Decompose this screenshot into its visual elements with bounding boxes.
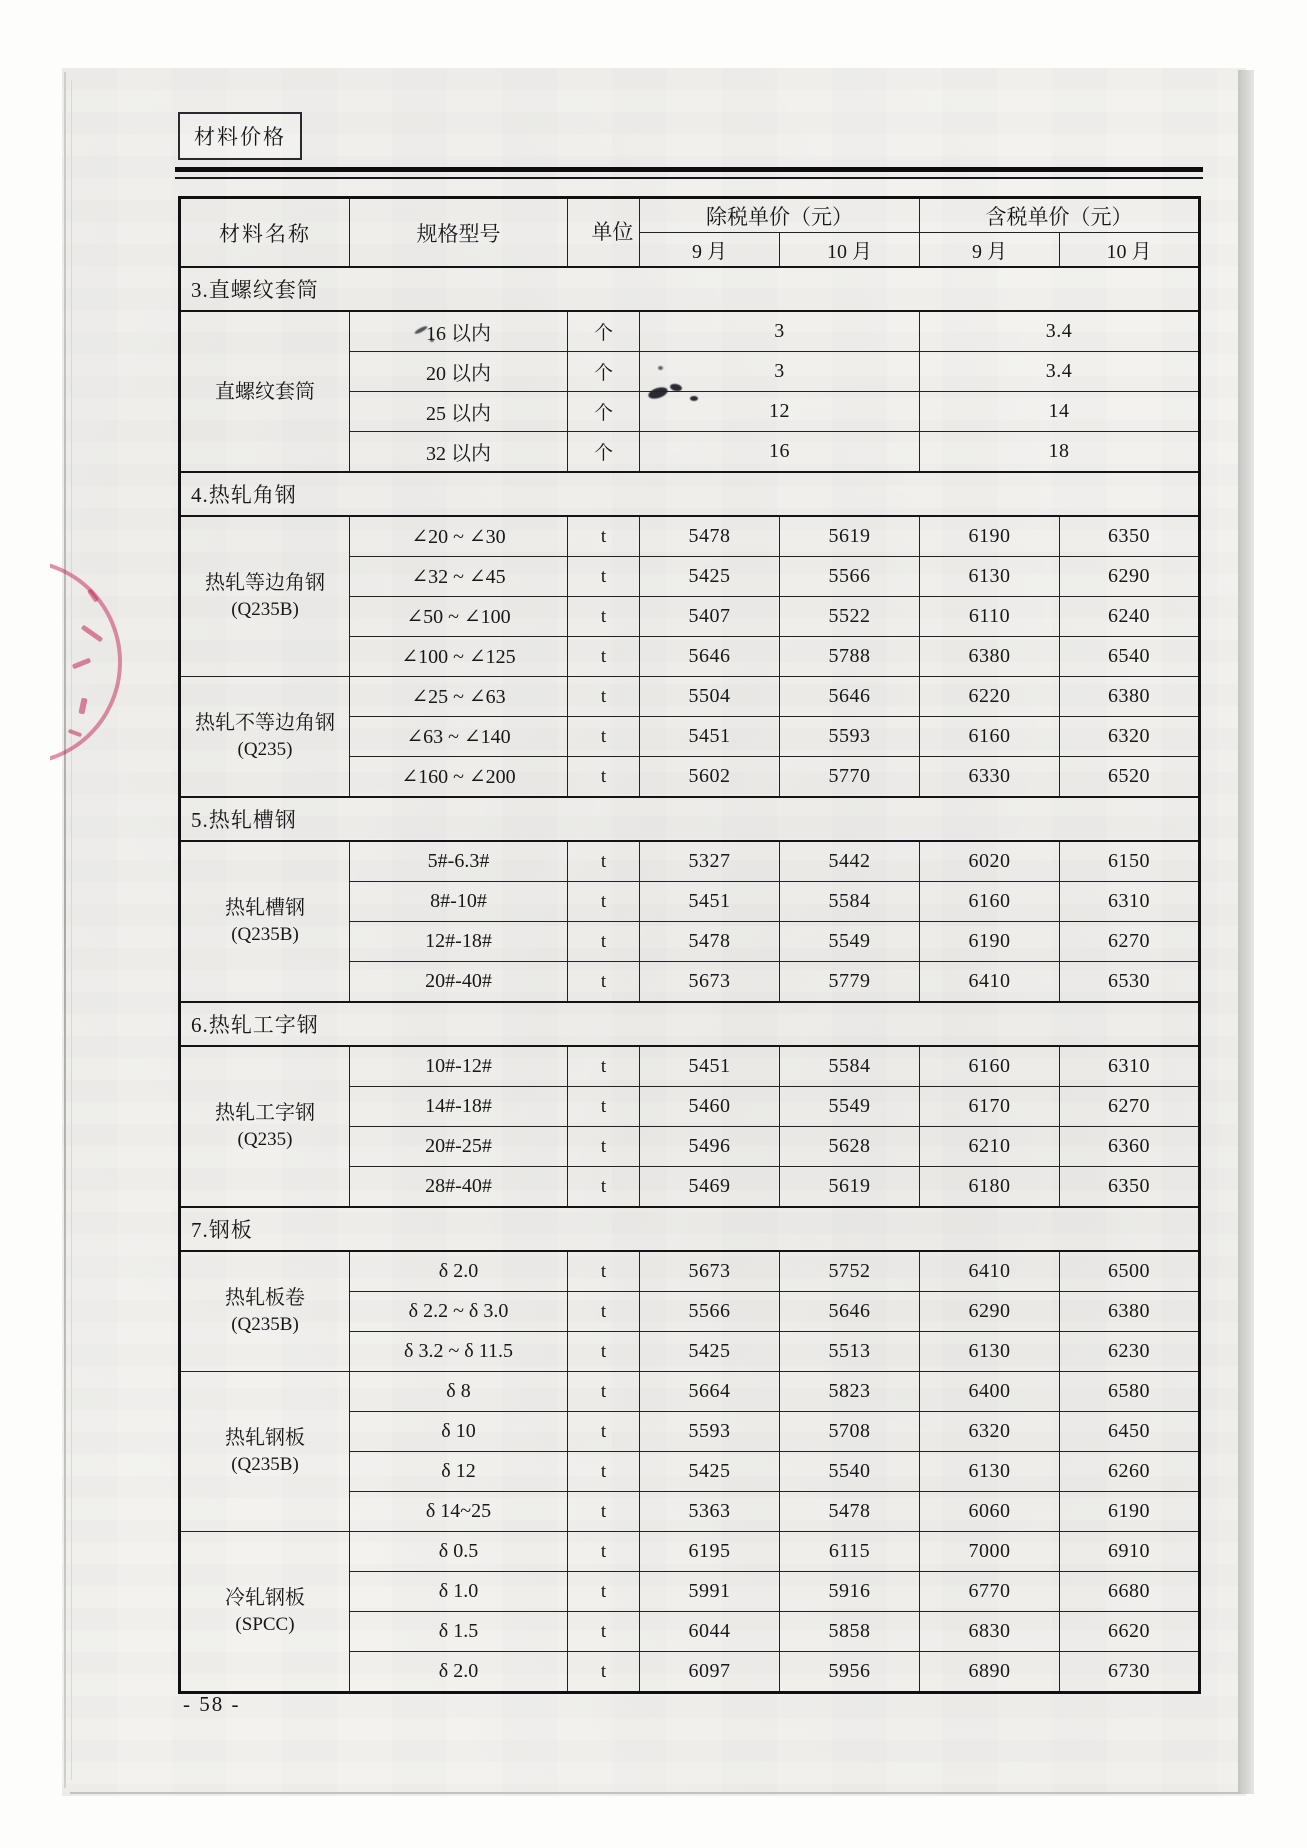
material-grade: (Q235B) bbox=[231, 1314, 299, 1336]
material-grade: (Q235B) bbox=[231, 599, 299, 621]
price-cell: 5469 bbox=[640, 1167, 780, 1208]
unit-cell: t bbox=[568, 717, 640, 757]
price-cell: 6230 bbox=[1060, 1332, 1200, 1372]
header-ex-oct: 10 月 bbox=[780, 233, 920, 268]
spec-cell: 25 以内 bbox=[350, 392, 568, 432]
spec-cell: δ 12 bbox=[350, 1452, 568, 1492]
price-cell: 6410 bbox=[920, 1251, 1060, 1292]
price-cell: 5460 bbox=[640, 1087, 780, 1127]
price-cell: 6530 bbox=[1060, 962, 1200, 1003]
material-grade: (Q235) bbox=[237, 1129, 293, 1151]
price-cell: 6160 bbox=[920, 717, 1060, 757]
unit-cell: t bbox=[568, 557, 640, 597]
price-cell: 5451 bbox=[640, 882, 780, 922]
price-cell: 5956 bbox=[780, 1652, 920, 1693]
spec-cell: ∠50 ~ ∠100 bbox=[350, 597, 568, 637]
price-cell: 6320 bbox=[1060, 717, 1200, 757]
price-cell: 6240 bbox=[1060, 597, 1200, 637]
price-cell: 5584 bbox=[780, 882, 920, 922]
price-cell: 6380 bbox=[1060, 1292, 1200, 1332]
price-cell: 6130 bbox=[920, 1452, 1060, 1492]
material-name: 热轧板卷 bbox=[225, 1287, 305, 1310]
price-cell: 6260 bbox=[1060, 1452, 1200, 1492]
material-name: 冷轧钢板 bbox=[225, 1587, 305, 1610]
spec-cell: 12#-18# bbox=[350, 922, 568, 962]
spec-cell: ∠32 ~ ∠45 bbox=[350, 557, 568, 597]
page-edge-left bbox=[64, 72, 66, 1788]
price-cell: 6190 bbox=[920, 516, 1060, 557]
material-grade: (Q235B) bbox=[231, 924, 299, 946]
header-ex-sep: 9 月 bbox=[640, 233, 780, 268]
spec-cell: δ 3.2 ~ δ 11.5 bbox=[350, 1332, 568, 1372]
unit-cell: t bbox=[568, 841, 640, 882]
price-cell: 6130 bbox=[920, 1332, 1060, 1372]
material-name-cell bbox=[180, 1532, 350, 1693]
price-cell: 5858 bbox=[780, 1612, 920, 1652]
unit-cell: t bbox=[568, 882, 640, 922]
unit-cell: 个 bbox=[568, 392, 640, 432]
unit-cell: t bbox=[568, 1652, 640, 1693]
price-cell: 5593 bbox=[640, 1412, 780, 1452]
material-name: 热轧钢板 bbox=[225, 1427, 305, 1450]
price-cell: 6115 bbox=[780, 1532, 920, 1572]
price-cell: 5425 bbox=[640, 1332, 780, 1372]
price-cell: 5425 bbox=[640, 1452, 780, 1492]
material-name: 热轧等边角钢 bbox=[205, 572, 325, 595]
price-cell: 5646 bbox=[780, 677, 920, 717]
price-cell: 6220 bbox=[920, 677, 1060, 717]
unit-cell: t bbox=[568, 1046, 640, 1087]
price-cell: 6060 bbox=[920, 1492, 1060, 1532]
price-cell: 6330 bbox=[920, 757, 1060, 798]
price-cell: 6290 bbox=[1060, 557, 1200, 597]
unit-cell: t bbox=[568, 1372, 640, 1412]
price-cell: 6150 bbox=[1060, 841, 1200, 882]
unit-cell: t bbox=[568, 962, 640, 1003]
price-cell: 14 bbox=[920, 392, 1200, 432]
page-edge-bottom bbox=[70, 1792, 1240, 1794]
price-cell: 6910 bbox=[1060, 1532, 1200, 1572]
unit-cell: t bbox=[568, 1251, 640, 1292]
price-cell: 6310 bbox=[1060, 1046, 1200, 1087]
unit-cell: t bbox=[568, 1532, 640, 1572]
spec-cell: 14#-18# bbox=[350, 1087, 568, 1127]
price-cell: 5496 bbox=[640, 1127, 780, 1167]
header-inc-oct: 10 月 bbox=[1060, 233, 1200, 268]
price-cell: 6380 bbox=[1060, 677, 1200, 717]
material-price-table bbox=[178, 196, 1201, 1694]
price-cell: 5619 bbox=[780, 1167, 920, 1208]
spec-cell: δ 2.0 bbox=[350, 1652, 568, 1693]
section-title: 5.热轧槽钢 bbox=[180, 797, 1200, 841]
spec-cell: δ 2.0 bbox=[350, 1251, 568, 1292]
section-title: 3.直螺纹套筒 bbox=[180, 267, 1200, 311]
section-title: 6.热轧工字钢 bbox=[180, 1002, 1200, 1046]
double-rule-thick bbox=[175, 167, 1203, 172]
price-cell: 6680 bbox=[1060, 1572, 1200, 1612]
price-cell: 5752 bbox=[780, 1251, 920, 1292]
unit-cell: t bbox=[568, 922, 640, 962]
material-grade: (SPCC) bbox=[235, 1614, 295, 1636]
price-cell: 6730 bbox=[1060, 1652, 1200, 1693]
price-cell: 3 bbox=[640, 352, 920, 392]
header-spec: 规格型号 bbox=[350, 198, 568, 268]
price-cell: 6190 bbox=[1060, 1492, 1200, 1532]
price-cell: 5478 bbox=[640, 516, 780, 557]
double-rule-thin bbox=[175, 177, 1203, 179]
price-cell: 5823 bbox=[780, 1372, 920, 1412]
spec-cell: δ 14~25 bbox=[350, 1492, 568, 1532]
unit-cell: 个 bbox=[568, 352, 640, 392]
price-cell: 6190 bbox=[920, 922, 1060, 962]
price-cell: 5478 bbox=[780, 1492, 920, 1532]
material-name-cell bbox=[180, 677, 350, 798]
unit-cell: t bbox=[568, 1087, 640, 1127]
page-tag-label: 材料价格 bbox=[194, 125, 286, 149]
price-cell: 3.4 bbox=[920, 311, 1200, 352]
price-cell: 5513 bbox=[780, 1332, 920, 1372]
price-cell: 5646 bbox=[640, 637, 780, 677]
price-cell: 5504 bbox=[640, 677, 780, 717]
price-cell: 6160 bbox=[920, 1046, 1060, 1087]
material-name: 热轧不等边角钢 bbox=[195, 712, 335, 735]
spec-cell: δ 0.5 bbox=[350, 1532, 568, 1572]
material-name-cell bbox=[180, 516, 350, 677]
material-grade: (Q235) bbox=[237, 739, 293, 761]
spec-cell: 16 以内 bbox=[350, 311, 568, 352]
price-cell: 5540 bbox=[780, 1452, 920, 1492]
spec-cell: δ 1.5 bbox=[350, 1612, 568, 1652]
unit-cell: t bbox=[568, 637, 640, 677]
price-cell: 6380 bbox=[920, 637, 1060, 677]
price-cell: 6290 bbox=[920, 1292, 1060, 1332]
price-cell: 6110 bbox=[920, 597, 1060, 637]
price-cell: 5916 bbox=[780, 1572, 920, 1612]
price-cell: 6044 bbox=[640, 1612, 780, 1652]
unit-cell: t bbox=[568, 597, 640, 637]
unit-cell: t bbox=[568, 1572, 640, 1612]
spec-cell: 20#-25# bbox=[350, 1127, 568, 1167]
price-cell: 5407 bbox=[640, 597, 780, 637]
spec-cell: ∠160 ~ ∠200 bbox=[350, 757, 568, 798]
spec-cell: ∠100 ~ ∠125 bbox=[350, 637, 568, 677]
price-cell: 6020 bbox=[920, 841, 1060, 882]
spec-cell: ∠25 ~ ∠63 bbox=[350, 677, 568, 717]
price-cell: 6270 bbox=[1060, 922, 1200, 962]
material-name: 热轧工字钢 bbox=[215, 1102, 315, 1125]
price-cell: 6450 bbox=[1060, 1412, 1200, 1452]
spec-cell: ∠63 ~ ∠140 bbox=[350, 717, 568, 757]
unit-cell: t bbox=[568, 1612, 640, 1652]
price-cell: 5425 bbox=[640, 557, 780, 597]
price-cell: 6500 bbox=[1060, 1251, 1200, 1292]
price-cell: 3 bbox=[640, 311, 920, 352]
price-cell: 18 bbox=[920, 432, 1200, 473]
spec-cell: ∠20 ~ ∠30 bbox=[350, 516, 568, 557]
price-cell: 5478 bbox=[640, 922, 780, 962]
price-cell: 6097 bbox=[640, 1652, 780, 1693]
spec-cell: 5#-6.3# bbox=[350, 841, 568, 882]
price-cell: 12 bbox=[640, 392, 920, 432]
header-inc-sep: 9 月 bbox=[920, 233, 1060, 268]
unit-cell: t bbox=[568, 1127, 640, 1167]
section-title: 7.钢板 bbox=[180, 1207, 1200, 1251]
spec-cell: 32 以内 bbox=[350, 432, 568, 473]
price-cell: 5566 bbox=[640, 1292, 780, 1332]
price-cell: 5549 bbox=[780, 1087, 920, 1127]
unit-cell: 个 bbox=[568, 311, 640, 352]
price-cell: 5566 bbox=[780, 557, 920, 597]
material-name-cell: 直螺纹套筒 bbox=[180, 311, 350, 472]
spec-cell: δ 1.0 bbox=[350, 1572, 568, 1612]
price-cell: 5673 bbox=[640, 1251, 780, 1292]
unit-cell: t bbox=[568, 1292, 640, 1332]
spec-cell: 28#-40# bbox=[350, 1167, 568, 1208]
header-unit-label: 单位 bbox=[591, 220, 634, 245]
price-cell: 5673 bbox=[640, 962, 780, 1003]
price-cell: 5619 bbox=[780, 516, 920, 557]
spec-cell: 8#-10# bbox=[350, 882, 568, 922]
header-inc-tax: 含税单价（元） bbox=[920, 198, 1200, 233]
header-ex-tax: 除税单价（元） bbox=[640, 198, 920, 233]
price-cell: 5327 bbox=[640, 841, 780, 882]
price-cell: 6180 bbox=[920, 1167, 1060, 1208]
price-cell: 5451 bbox=[640, 1046, 780, 1087]
spec-cell: 10#-12# bbox=[350, 1046, 568, 1087]
price-cell: 5991 bbox=[640, 1572, 780, 1612]
unit-cell: t bbox=[568, 516, 640, 557]
price-cell: 5602 bbox=[640, 757, 780, 798]
material-name-cell bbox=[180, 1372, 350, 1532]
material-name-cell bbox=[180, 841, 350, 1002]
price-cell: 6360 bbox=[1060, 1127, 1200, 1167]
price-cell: 6770 bbox=[920, 1572, 1060, 1612]
section-title: 4.热轧角钢 bbox=[180, 472, 1200, 516]
spec-cell: δ 10 bbox=[350, 1412, 568, 1452]
material-name-cell bbox=[180, 1046, 350, 1207]
price-cell: 6350 bbox=[1060, 1167, 1200, 1208]
price-cell: 6160 bbox=[920, 882, 1060, 922]
material-grade: (Q235B) bbox=[231, 1454, 299, 1476]
header-unit bbox=[568, 198, 640, 268]
price-cell: 3.4 bbox=[920, 352, 1200, 392]
price-cell: 5664 bbox=[640, 1372, 780, 1412]
price-cell: 7000 bbox=[920, 1532, 1060, 1572]
price-cell: 6130 bbox=[920, 557, 1060, 597]
unit-cell: t bbox=[568, 677, 640, 717]
price-cell: 5646 bbox=[780, 1292, 920, 1332]
price-cell: 6580 bbox=[1060, 1372, 1200, 1412]
unit-cell: t bbox=[568, 1167, 640, 1208]
price-cell: 6195 bbox=[640, 1532, 780, 1572]
header-material-name: 材料名称 bbox=[180, 198, 350, 268]
price-cell: 5451 bbox=[640, 717, 780, 757]
price-cell: 5788 bbox=[780, 637, 920, 677]
spec-cell: 20#-40# bbox=[350, 962, 568, 1003]
page-number: - 58 - bbox=[183, 1692, 241, 1716]
price-cell: 6620 bbox=[1060, 1612, 1200, 1652]
price-cell: 5442 bbox=[780, 841, 920, 882]
price-cell: 5593 bbox=[780, 717, 920, 757]
price-cell: 6310 bbox=[1060, 882, 1200, 922]
unit-cell: t bbox=[568, 1452, 640, 1492]
spec-cell: 20 以内 bbox=[350, 352, 568, 392]
price-cell: 5770 bbox=[780, 757, 920, 798]
price-cell: 6350 bbox=[1060, 516, 1200, 557]
material-name-cell bbox=[180, 1251, 350, 1372]
unit-cell: t bbox=[568, 757, 640, 798]
price-cell: 6540 bbox=[1060, 637, 1200, 677]
page-tag bbox=[178, 112, 302, 160]
price-cell: 6410 bbox=[920, 962, 1060, 1003]
price-cell: 6890 bbox=[920, 1652, 1060, 1693]
price-cell: 6270 bbox=[1060, 1087, 1200, 1127]
price-cell: 6210 bbox=[920, 1127, 1060, 1167]
price-cell: 5522 bbox=[780, 597, 920, 637]
price-cell: 5584 bbox=[780, 1046, 920, 1087]
price-cell: 6170 bbox=[920, 1087, 1060, 1127]
price-cell: 5779 bbox=[780, 962, 920, 1003]
unit-cell: t bbox=[568, 1332, 640, 1372]
price-cell: 6520 bbox=[1060, 757, 1200, 798]
price-cell: 6400 bbox=[920, 1372, 1060, 1412]
price-cell: 16 bbox=[640, 432, 920, 473]
price-cell: 6830 bbox=[920, 1612, 1060, 1652]
price-cell: 5708 bbox=[780, 1412, 920, 1452]
unit-cell: 个 bbox=[568, 432, 640, 473]
unit-cell: t bbox=[568, 1492, 640, 1532]
price-cell: 5628 bbox=[780, 1127, 920, 1167]
spec-cell: δ 2.2 ~ δ 3.0 bbox=[350, 1292, 568, 1332]
page-edge-right bbox=[1238, 70, 1254, 1794]
unit-cell: t bbox=[568, 1412, 640, 1452]
price-cell: 5363 bbox=[640, 1492, 780, 1532]
price-cell: 6320 bbox=[920, 1412, 1060, 1452]
price-cell: 5549 bbox=[780, 922, 920, 962]
page-edge-left-inner bbox=[71, 80, 72, 1780]
spec-cell: δ 8 bbox=[350, 1372, 568, 1412]
material-name: 热轧槽钢 bbox=[225, 897, 305, 920]
